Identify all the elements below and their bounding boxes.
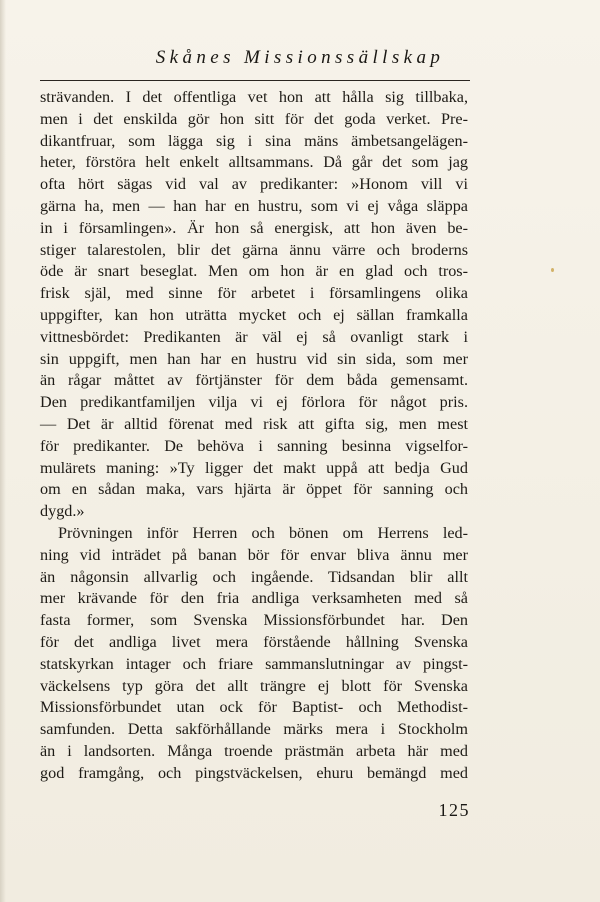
text-line: Missionsförbundet utan ock för Baptist- och Methodist- bbox=[40, 698, 468, 717]
text-line: gärna ha, men — han har en hustru, som vi ej våga släppa bbox=[40, 196, 468, 215]
text-line: ofta hört sägas vid val av predikanter: »Honom vill vi bbox=[40, 175, 468, 194]
page-number: 125 bbox=[438, 800, 470, 820]
text-line: god framgång, och pingstväckelsen, ehuru bemängd med bbox=[40, 763, 468, 782]
text-line: för det andliga livet mera förstående hållning Svenska bbox=[40, 632, 468, 651]
text-line: — Det är alltid förenat med risk att gifta sig, men mest bbox=[40, 414, 468, 433]
page-edge-shadow bbox=[0, 0, 6, 902]
text-line: öde är snart beseglat. Men om hon är en glad och tros- bbox=[40, 262, 468, 281]
text-line: statskyrkan intager och friare sammanslutningar av pingst- bbox=[40, 654, 468, 673]
text-line: vittnesbördet: Predikanten är väl ej så ovanligt stark i bbox=[40, 327, 468, 346]
text-line: mer krävande för den fria andliga verksamheten med så bbox=[40, 589, 468, 608]
text-line: om en sådan maka, vars hjärta är öppet för sanning och bbox=[40, 480, 468, 499]
text-line: frisk själ, med sinne för arbetet i församlingens olika bbox=[40, 284, 468, 303]
text-line: väckelsens typ göra det allt trängre ej blott för Svenska bbox=[40, 676, 468, 695]
text-line: Den predikantfamiljen vilja vi ej förlora för något pris. bbox=[40, 393, 468, 412]
header-rule bbox=[40, 80, 470, 81]
body-text bbox=[40, 87, 468, 785]
text-line: dygd.» bbox=[40, 502, 85, 521]
text-line: Prövningen inför Herren och bönen om Herrens led- bbox=[58, 523, 468, 542]
text-line: dikantfruar, som lägga sig i sina mäns ämbetsangelägen- bbox=[40, 131, 468, 150]
text-line: än i landsorten. Många troende prästmän arbeta här med bbox=[40, 741, 468, 760]
paper-speck bbox=[551, 268, 554, 272]
text-line: in i församlingen». Är hon så energisk, att hon även be- bbox=[40, 218, 468, 237]
text-line: uppgifter, kan hon uträtta mycket och ej sällan framkalla bbox=[40, 305, 468, 324]
text-line: samfunden. Detta sakförhållande märks mera i Stockholm bbox=[40, 720, 468, 739]
text-line: för predikanter. De behöva i sanning besinna vigselfor- bbox=[40, 436, 468, 455]
text-line: sin uppgift, men han har en hustru vid sin sida, som mer bbox=[40, 349, 468, 368]
text-line: fasta former, som Svenska Missionsförbundet har. Den bbox=[40, 611, 468, 630]
text-line: ning vid inträdet på banan bör för envar bliva ännu mer bbox=[40, 545, 468, 564]
text-line: stiger talarestolen, blir det gärna ännu värre och broderns bbox=[40, 240, 468, 259]
text-line: än rågar måttet av förtjänster för dem båda gemensamt. bbox=[40, 371, 468, 390]
text-line: men i det enskilda gör hon sitt för det goda verket. Pre- bbox=[40, 109, 468, 128]
text-line: heter, förstöra helt enkelt alltsammans. Då går det som jag bbox=[40, 153, 468, 172]
text-line: än någonsin allvarlig och ingående. Tidsandan blir allt bbox=[40, 567, 468, 586]
text-line: strävanden. I det offentliga vet hon att hålla sig tillbaka, bbox=[40, 88, 468, 106]
text-line: mulärets maning: »Ty ligger det makt uppå att bedja Gud bbox=[40, 458, 468, 477]
running-head: Skånes Missionssällskap bbox=[155, 47, 445, 68]
